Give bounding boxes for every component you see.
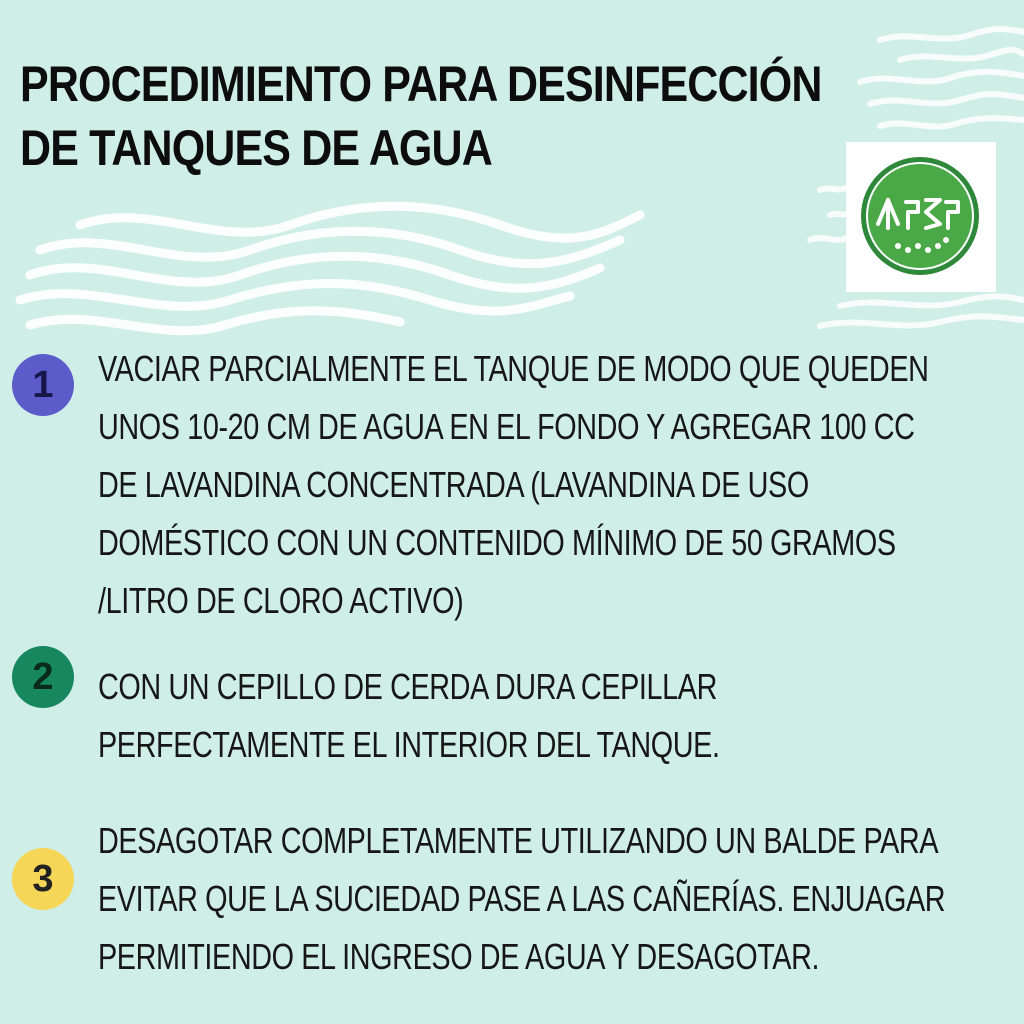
logo-emblem-icon	[846, 142, 996, 292]
step-2-badge	[12, 646, 74, 708]
step-3-number: 3	[32, 857, 54, 900]
title-line-2: DE TANQUES DE AGUA	[20, 120, 492, 176]
step-3-text: DESAGOTAR COMPLETAMENTE UTILIZANDO UN BALDE PARA EVITAR QUE LA SUCIEDAD PASE A LAS CAÑERÍAS. ENJUAGAR PERMITIENDO EL INGRESO DE AGUA Y DESAGOTAR.	[98, 820, 946, 977]
step-1-badge	[12, 354, 74, 416]
step-1-number: 1	[32, 363, 54, 406]
logo	[846, 142, 996, 292]
step-1-text: VACIAR PARCIALMENTE EL TANQUE DE MODO QUE QUEDEN UNOS 10-20 CM DE AGUA EN EL FONDO Y AGREGAR 100 CC DE LAVANDINA CONCENTRADA (LAVANDINA DE USO DOMÉSTICO CON UN CONTENIDO MÍNIMO DE 50 GRAMOS /LITRO DE CLORO ACTIVO)	[98, 348, 929, 621]
step-3-badge	[12, 848, 74, 910]
title-line-1: PROCEDIMIENTO PARA DESINFECCIÓN	[20, 56, 822, 112]
step-2-text: CON UN CEPILLO DE CERDA DURA CEPILLAR PERFECTAMENTE EL INTERIOR DEL TANQUE.	[98, 666, 720, 765]
step-2-number: 2	[32, 655, 54, 698]
page-title	[20, 52, 880, 180]
